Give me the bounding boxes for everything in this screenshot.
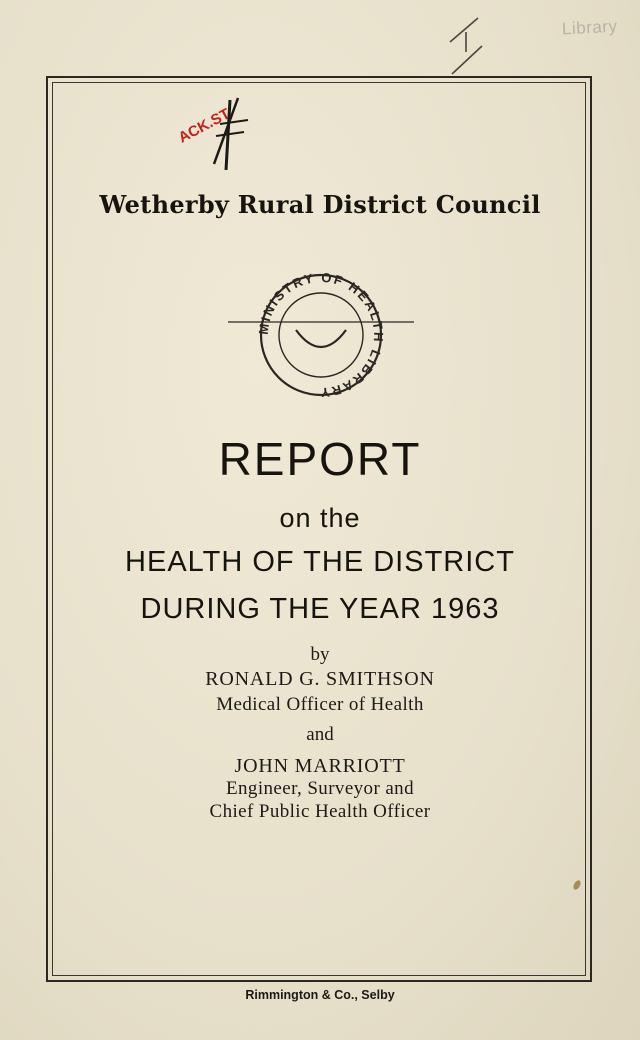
handwritten-mark [438, 12, 488, 76]
medical-officer-name: RONALD G. SMITHSON [205, 668, 435, 690]
engineer-role-line2: Chief Public Health Officer [209, 801, 431, 822]
engineer-name: JOHN MARRIOTT [234, 755, 406, 777]
subtitle-health-of-district: HEALTH OF THE DISTRICT [125, 546, 515, 578]
council-name: Wetherby Rural District Council [99, 190, 541, 219]
ack-stamp [168, 80, 268, 170]
ack-stamp-text: ACK.ST. [175, 104, 236, 147]
subtitle-year: DURING THE YEAR 1963 [140, 593, 500, 625]
library-seal [228, 272, 414, 398]
and-label: and [306, 724, 334, 745]
report-title: REPORT [218, 433, 422, 485]
by-label: by [310, 644, 330, 665]
medical-officer-role: Medical Officer of Health [216, 694, 424, 715]
library-stamp: Library [561, 16, 618, 39]
engineer-role-line1: Engineer, Surveyor and [226, 778, 414, 799]
subtitle-on-the: on the [279, 503, 361, 533]
seal-text: MINISTRY OF HEALTH LIBRARY [255, 272, 387, 398]
svg-text:MINISTRY OF HEALTH LIBRARY [256, 272, 387, 398]
printer-imprint: Rimmington & Co., Selby [245, 988, 395, 1002]
